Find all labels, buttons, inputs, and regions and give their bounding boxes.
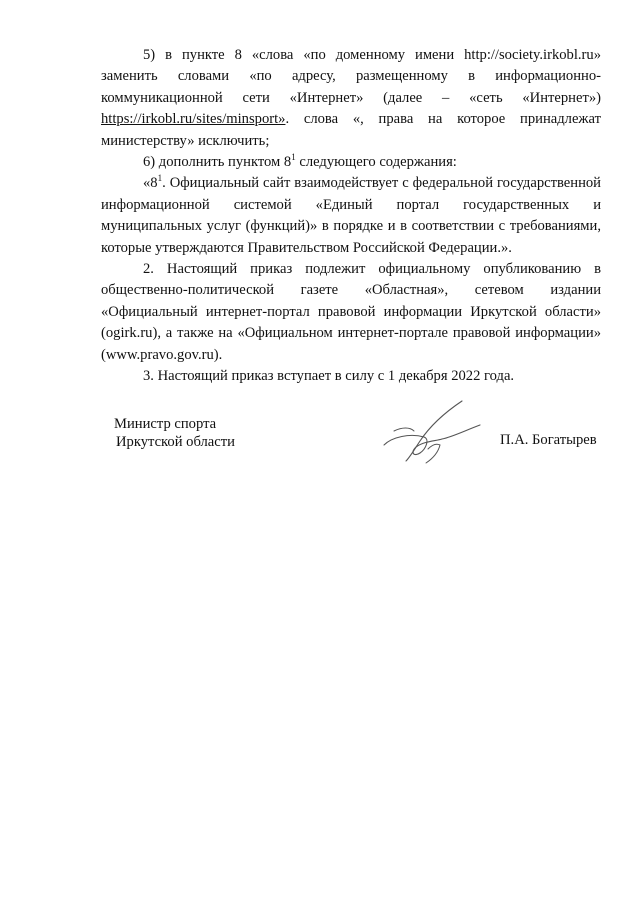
point-8-1-number: «8 <box>143 175 158 192</box>
signature-block <box>0 415 640 485</box>
paragraph-item-6 <box>101 152 601 173</box>
paragraph-item-5 <box>101 45 601 152</box>
signatory-title-line-1: Министр спорта <box>114 416 217 432</box>
handwritten-signature-icon <box>380 397 490 467</box>
order-item-3-text: 3. Настоящий приказ вступает в силу с 1 декабря 2022 года. <box>143 368 515 385</box>
item-5-text-start: 5) в пункте 8 «слова «по доменному имени http://society.irkobl.ru» заменить словами «по адресу, размещенному в информационно-коммуникационной сети «Интернет» (далее – «сеть «Интернет») <box>101 47 601 106</box>
paragraph-point-8-1 <box>101 173 601 259</box>
paragraph-order-item-2 <box>101 259 601 366</box>
item-6-text-end: следующего содержания: <box>295 154 457 171</box>
order-item-2-text: 2. Настоящий приказ подлежит официальному опубликованию в общественно-политической газете «Областная», сетевом издании «Официальный интернет-портал правовой информации Иркутской области» (ogirk.ru), а также на «Официальном интернет-портале правовой информации» (www.pravo.gov.ru). <box>101 261 601 363</box>
item-6-superscript: 1 <box>291 152 296 163</box>
signatory-title-line-2: Иркутской области <box>116 434 235 450</box>
signatory-title <box>114 415 235 451</box>
item-6-text-start: 6) дополнить пунктом 8 <box>143 154 292 171</box>
item-5-text-end: . слова «, права на которое принадлежат министерству» исключить; <box>101 111 601 149</box>
signatory-name: П.А. Богатырев <box>500 432 597 448</box>
point-8-1-superscript: 1 <box>157 173 163 184</box>
paragraph-order-item-3 <box>101 366 601 387</box>
point-8-1-text: . Официальный сайт взаимодействует с федеральной государственной информационной системой «Единый портал государственных и муниципальных услуг (функций)» в порядке и в соответствии с требованиями, которые утверждаются Правительством Российской Федерации.». <box>101 175 601 256</box>
minsport-link[interactable]: https://irkobl.ru/sites/minsport» <box>101 111 286 128</box>
document-body <box>101 45 601 388</box>
